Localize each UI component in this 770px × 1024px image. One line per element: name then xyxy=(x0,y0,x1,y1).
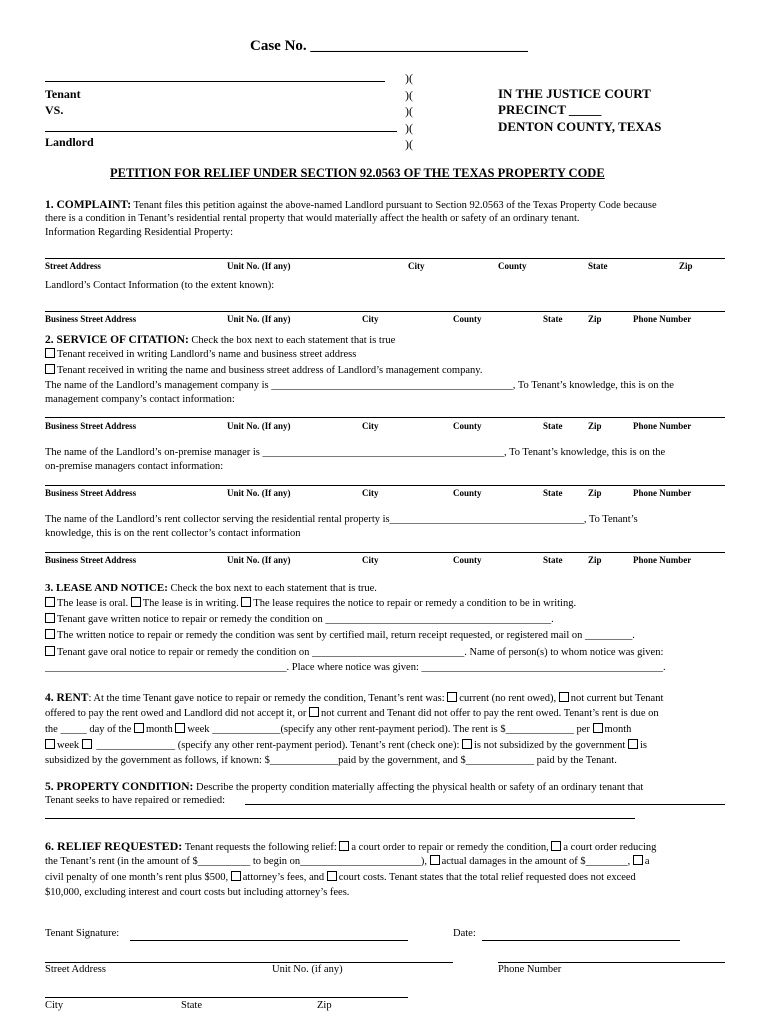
tenant-name-line[interactable] xyxy=(45,81,385,82)
landlord-name-line[interactable] xyxy=(45,131,397,132)
phone-line[interactable] xyxy=(498,962,725,963)
checkbox[interactable] xyxy=(45,597,55,607)
on-premise-address-line[interactable] xyxy=(45,485,725,486)
rent-line-3: the _____ day of the month week _____________(specify any other rent-payment period). The rent is $_____________ per month xyxy=(45,724,632,735)
checkbox[interactable] xyxy=(309,707,319,717)
property-address-line[interactable] xyxy=(45,258,725,259)
street-address-line[interactable] xyxy=(45,962,453,963)
checkbox[interactable] xyxy=(45,629,55,639)
checkbox[interactable] xyxy=(241,597,251,607)
vs-label: VS. xyxy=(45,103,64,117)
management-address-line[interactable] xyxy=(45,417,725,418)
relief-line-2: the Tenant’s rent (in the amount of $__________ to begin on_______________________), actual damages in the amount of $________, a xyxy=(45,856,650,867)
checkbox[interactable] xyxy=(633,855,643,865)
phone-label: Phone Number xyxy=(498,964,562,975)
checkbox[interactable] xyxy=(339,841,349,851)
unit-label: Unit No. (if any) xyxy=(272,964,343,975)
checkbox[interactable] xyxy=(327,871,337,881)
checkbox[interactable] xyxy=(131,597,141,607)
on-premise-manager-line: The name of the Landlord’s on-premise manager is ______________________________________________, To Tenant’s knowledge, this is on the xyxy=(45,447,666,458)
city-label: City xyxy=(45,1000,64,1011)
lease-heading: 3. LEASE AND NOTICE: Check the box next to each statement that is true. xyxy=(45,582,377,594)
signature-label: Tenant Signature: xyxy=(45,928,120,939)
condition-field-line-2[interactable] xyxy=(45,818,635,819)
checkbox[interactable] xyxy=(45,739,55,749)
condition-line-2: Tenant seeks to have repaired or remedied: xyxy=(45,795,226,806)
complaint-line-1: 1. COMPLAINT: Tenant files this petition against the above-named Landlord pursuant to Section 92.0563 of the Texas Property Code because xyxy=(45,199,657,211)
case-number: Case No. _____________________________ xyxy=(250,38,528,54)
relief-line-4: $10,000, excluding interest and court costs but including attorney’s fees. xyxy=(45,887,350,898)
management-company-line-2: management company’s contact information: xyxy=(45,394,235,405)
checkbox[interactable] xyxy=(82,739,92,749)
checkbox[interactable] xyxy=(447,692,457,702)
condition-field-line-1[interactable] xyxy=(245,804,725,805)
checkbox[interactable] xyxy=(231,871,241,881)
certified-mail-option[interactable]: The written notice to repair or remedy the condition was sent by certified mail, return receipt requested, or registered mail on _________. xyxy=(45,628,725,644)
checkbox[interactable] xyxy=(45,613,55,623)
checkbox[interactable] xyxy=(134,723,144,733)
checkbox[interactable] xyxy=(551,841,561,851)
rent-collector-address-line[interactable] xyxy=(45,552,725,553)
oral-notice-option[interactable]: Tenant gave oral notice to repair or remedy the condition on _____________________________. Name of person(s) to whom notice was given: xyxy=(45,645,725,661)
written-notice-option[interactable]: Tenant gave written notice to repair or remedy the condition on ___________________________________________. xyxy=(45,612,725,628)
checkbox[interactable] xyxy=(462,739,472,749)
on-premise-manager-line-2: on-premise managers contact information: xyxy=(45,461,224,472)
state-label: State xyxy=(181,1000,202,1011)
checkbox[interactable] xyxy=(559,692,569,702)
checkbox[interactable] xyxy=(45,646,55,656)
petition-title: PETITION FOR RELIEF UNDER SECTION 92.0563 OF THE TEXAS PROPERTY CODE xyxy=(110,166,605,180)
condition-line-1: 5. PROPERTY CONDITION: Describe the property condition materially affecting the physical health or safety of an ordinary tenant that xyxy=(45,781,644,793)
rent-line-2: offered to pay the rent owed and Landlord did not accept it, or not current and Tenant did not offer to pay the rent owed. Tenant’s rent is due on xyxy=(45,708,659,719)
checkbox[interactable] xyxy=(45,364,55,374)
landlord-address-line[interactable] xyxy=(45,311,725,312)
signature-line[interactable] xyxy=(130,940,408,941)
notice-place-line: ______________________________________________. Place where notice was given: ______________________________________________. xyxy=(45,662,666,673)
checkbox[interactable] xyxy=(628,739,638,749)
relief-line-1: 6. RELIEF REQUESTED: Tenant requests the following relief: a court order to repair or remedy the condition, a court order reducing xyxy=(45,839,657,853)
management-company-line: The name of the Landlord’s management company is ______________________________________________, To Tenant’s knowledge, this is on the xyxy=(45,380,674,391)
landlord-label: Landlord xyxy=(45,135,94,149)
rent-line-4: week _______________ (specify any other rent-payment period). Tenant’s rent (check one): is not subsidized by the government is xyxy=(45,738,725,754)
date-line[interactable] xyxy=(482,940,680,941)
service-option-2[interactable]: Tenant received in writing the name and business street address of Landlord’s management company. xyxy=(45,363,725,379)
checkbox[interactable] xyxy=(430,855,440,865)
relief-line-3: civil penalty of one month’s rent plus $500, attorney’s fees, and court costs. Tenant states that the total relief requested does not exceed xyxy=(45,872,636,883)
checkbox[interactable] xyxy=(175,723,185,733)
service-option-1[interactable]: Tenant received in writing Landlord’s name and business street address xyxy=(45,347,725,363)
complaint-line-3: Information Regarding Residential Property: xyxy=(45,227,234,238)
rent-line-1: 4. RENT: At the time Tenant gave notice to repair or remedy the condition, Tenant’s rent was: current (no rent owed), not current but Tenant xyxy=(45,692,664,704)
service-heading: 2. SERVICE OF CITATION: Check the box next to each statement that is true xyxy=(45,334,396,346)
city-state-zip-line[interactable] xyxy=(45,997,408,998)
street-address-label: Street Address xyxy=(45,964,106,975)
checkbox[interactable] xyxy=(593,723,603,733)
court-line-3: DENTON COUNTY, TEXAS xyxy=(498,119,662,134)
complaint-line-2: there is a condition in Tenant’s residential rental property that would materially affect the health or safety of an ordinary tenant. xyxy=(45,213,580,224)
landlord-contact-label: Landlord’s Contact Information (to the extent known): xyxy=(45,280,275,291)
court-line-2: PRECINCT _____ xyxy=(498,102,602,117)
checkbox[interactable] xyxy=(45,348,55,358)
rent-collector-line: The name of the Landlord’s rent collector serving the residential rental property is_____________________________________, To Tenant’s xyxy=(45,514,638,525)
tenant-label: Tenant xyxy=(45,87,81,101)
rent-line-5: subsidized by the government as follows, if known: $_____________paid by the government, and $_____________ paid by the Tenant. xyxy=(45,755,617,766)
date-label: Date: xyxy=(453,928,476,939)
lease-type-options[interactable]: The lease is oral. The lease is in writing. The lease requires the notice to repair or remedy a condition to be in writing. xyxy=(45,596,725,612)
caption-brackets: )( )( )( )( )( xyxy=(405,71,413,151)
zip-label: Zip xyxy=(317,1000,332,1011)
court-line-1: IN THE JUSTICE COURT xyxy=(498,86,651,101)
rent-collector-line-2: knowledge, this is on the rent collector’s contact information xyxy=(45,528,301,539)
